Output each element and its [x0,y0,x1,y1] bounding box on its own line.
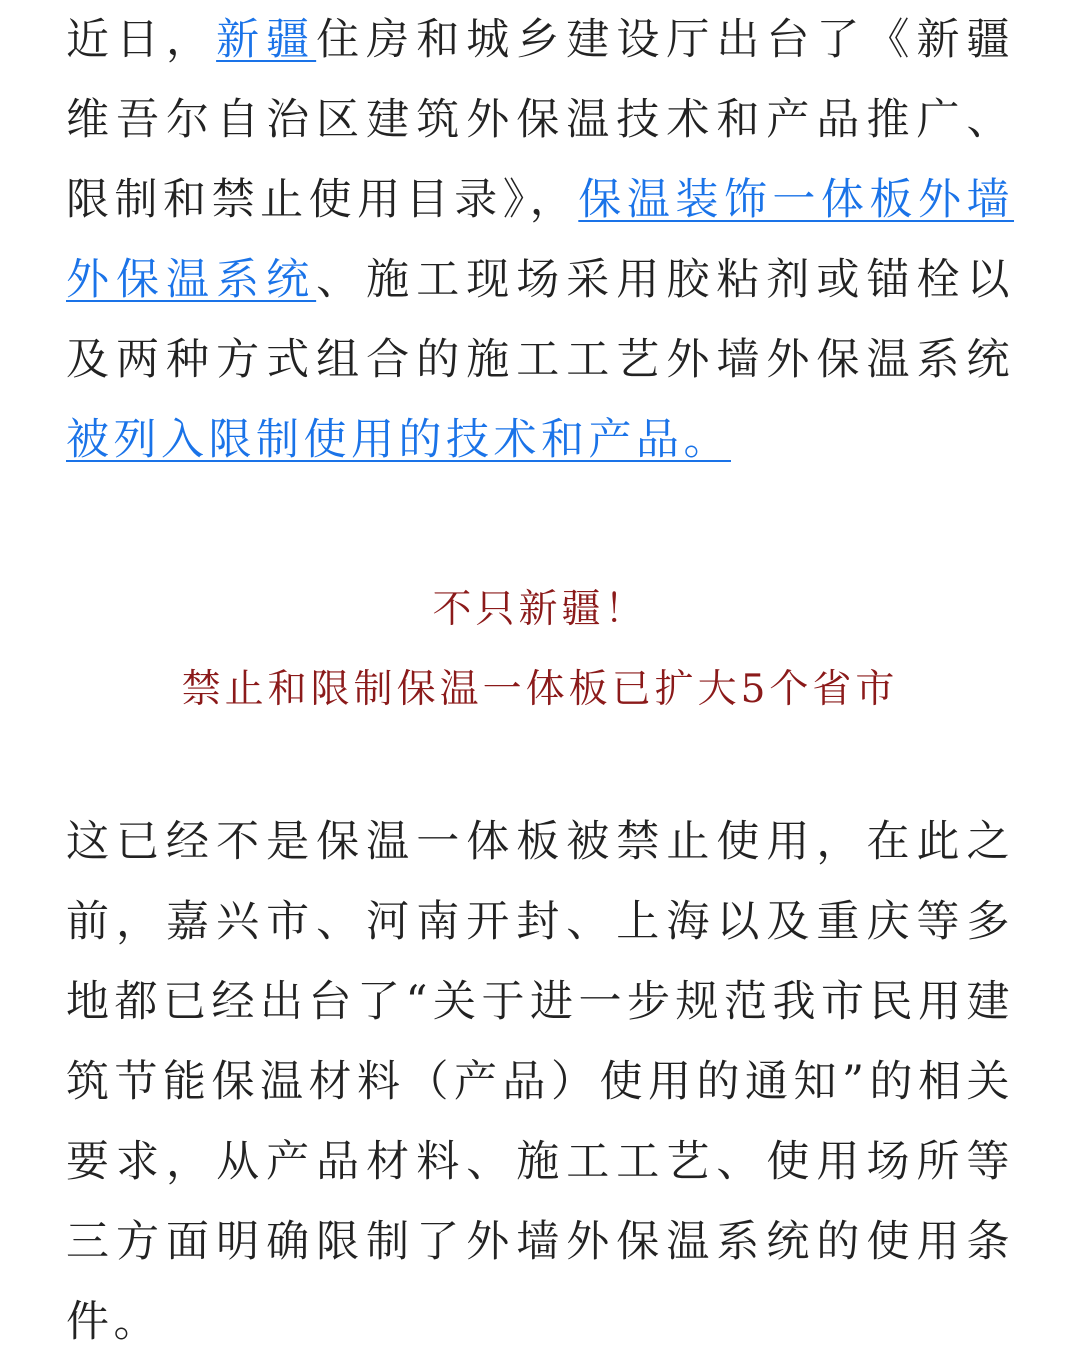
restricted-products-link[interactable]: 被列入限制使用的技术和产品。 [66,415,731,465]
second-paragraph: 这已经不是保温一体板被禁止使用，在此之前，嘉兴市、河南开封、上海以及重庆等多地都已经出台了“关于进一步规范我市民用建筑节能保温材料（产品）使用的通知”的相关要求，从产品材料、施工工艺、使用场所等三方面明确限制了外墙外保温系统的使用条件。 [66,817,1014,1347]
heading-line-1: 不只新疆！ [432,587,648,632]
insulation-board-link[interactable]: 保温装饰一体板外墙外保温系统 [66,175,1015,305]
xinjiang-link[interactable]: 新疆 [216,15,317,65]
heading-line-2: 禁止和限制保温一体板已扩大5个省市 [181,667,899,712]
article-body [66,0,1014,480]
section-heading [0,570,1080,730]
intro-text-2: 住房和城乡建设厅出台了《新疆维吾尔自治区建筑外保温技术和产品推广、限制和禁止使用目录》， [66,15,1015,225]
intro-text-3: 、施工现场采用胶粘剂或锚栓以及两种方式组合的施工工艺外墙外保温系统 [66,255,1015,385]
intro-text-1: 近日， [66,15,217,65]
second-paragraph-container [66,802,1014,1362]
intro-paragraph [66,0,1014,480]
